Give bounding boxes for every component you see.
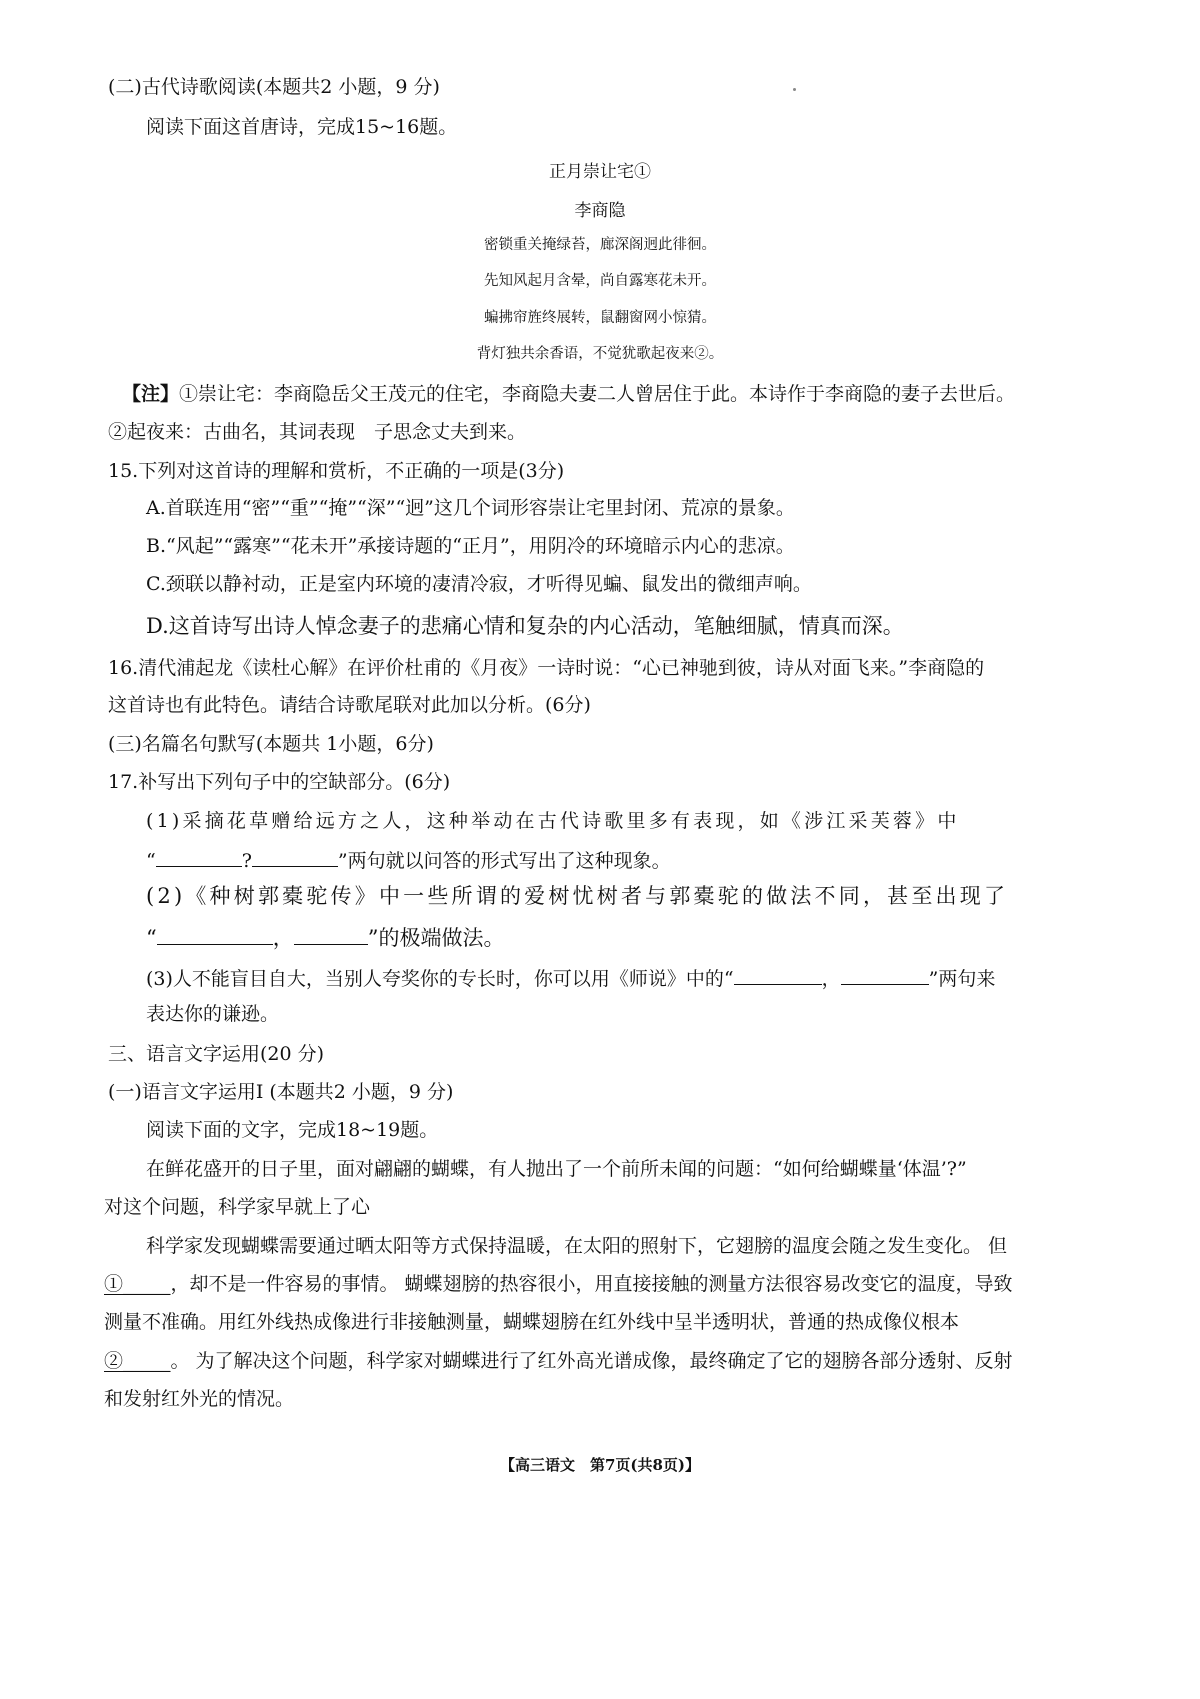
poem-line-4: 背灯独共余香语，不觉犹歌起夜来②。 xyxy=(476,346,724,362)
q16-line-1: 16.清代浦起龙《读杜心解》在评价杜甫的《月夜》一诗时说：“心已神驰到彼，诗从对面飞来。”李商隐的 xyxy=(108,657,985,679)
note-text-1: ①崇让宅：李商隐岳父王茂元的住宅，李商隐夫妻二人曾居住于此。本诗作于李商隐的妻子去世后。 xyxy=(179,383,1016,405)
note-line-1 xyxy=(122,381,1015,407)
poem-line-1: 密锁重关掩绿苔，廊深阁迥此徘徊。 xyxy=(484,237,716,253)
poem-title: 正月崇让宅① xyxy=(549,162,651,182)
section-heading-language: (一)语言文字运用Ⅰ (本题共2 小题，9 分) xyxy=(108,1081,454,1103)
q17-item2-line2: “ ， ”的极端做法。 xyxy=(146,922,505,952)
q15-option-c: C.颈联以静衬动，正是室内环境的凄清冷寂，才听得见蝙、鼠发出的微细声响。 xyxy=(146,573,812,595)
q17-item1-blank-b[interactable] xyxy=(252,846,338,867)
note-label: 【注】 xyxy=(122,383,180,405)
passage-blank-1[interactable]: ①_____ xyxy=(104,1273,171,1295)
q17-item3-blank-b[interactable] xyxy=(841,964,929,985)
passage-p2-line1: 科学家发现蝴蝶需要通过晒太阳等方式保持温暖，在太阳的照射下，它翅膀的温度会随之发生变化。 但 xyxy=(146,1235,1008,1257)
q17-item2-line1: (2)《种树郭橐驼传》中一些所谓的爱树忧树者与郭橐驼的做法不同，甚至出现了 xyxy=(146,884,1009,908)
passage-p2-line3: 测量不准确。用红外线热成像进行非接触测量，蝴蝶翅膀在红外线中呈半透明状，普通的热成像仪根本 xyxy=(104,1311,960,1333)
poem-author: 李商隐 xyxy=(574,201,626,221)
q16-line-2: 这首诗也有此特色。请结合诗歌尾联对此加以分析。(6分) xyxy=(108,694,591,716)
section-heading-recitation: (三)名篇名句默写(本题共 1小题，6分) xyxy=(108,733,434,755)
passage-p2-line4: ②_____。 为了解决这个问题，科学家对蝴蝶进行了红外高光谱成像，最终确定了它的翅膀各部分透射、反射 xyxy=(104,1350,1013,1372)
scan-speck xyxy=(793,88,796,91)
passage-p1-line2: 对这个问题，科学家早就上了心 xyxy=(104,1196,371,1218)
q17-item2-blank-a[interactable] xyxy=(157,922,273,945)
q17-item3-line2: 表达你的谦逊。 xyxy=(146,1003,280,1025)
note-line-2: ②起夜来：古曲名，其词表现 子思念丈夫到来。 xyxy=(108,421,527,443)
q17-item2-blank-b[interactable] xyxy=(294,922,368,945)
q17-item3-line1: (3)人不能盲目自大，当别人夸奖你的专长时，你可以用《师说》中的“ ， ”两句来 xyxy=(146,964,995,992)
q15-option-a: A.首联连用“密”“重”“掩”“深”“迥”这几个词形容崇让宅里封闭、荒凉的景象。 xyxy=(146,497,795,519)
part-three-heading: 三、语言文字运用(20 分) xyxy=(108,1043,325,1065)
page-footer: 【高三语文 第7页(共8页)】 xyxy=(499,1456,701,1474)
passage-blank-2[interactable]: ②_____ xyxy=(104,1350,171,1372)
q17-stem: 17.补写出下列句子中的空缺部分。(6分) xyxy=(108,771,451,793)
q17-item1-line2: “ ? ”两句就以问答的形式写出了这种现象。 xyxy=(146,846,671,874)
section-heading-poetry: (二)古代诗歌阅读(本题共2 小题，9 分) xyxy=(108,76,440,98)
q17-item3-blank-a[interactable] xyxy=(734,964,822,985)
q15-option-b: B.“风起”“露寒”“花未开”承接诗题的“正月”，用阴冷的环境暗示内心的悲凉。 xyxy=(146,535,795,557)
passage-p1-line1: 在鲜花盛开的日子里，面对翩翩的蝴蝶，有人抛出了一个前所未闻的问题：“如何给蝴蝶量‘体温’?” xyxy=(146,1158,967,1180)
q15-option-d: D.这首诗写出诗人悼念妻子的悲痛心情和复杂的内心活动，笔触细腻，情真而深。 xyxy=(146,614,904,638)
language-instruction: 阅读下面的文字，完成18~19题。 xyxy=(146,1119,439,1141)
poem-line-3: 蝙拂帘旌终展转，鼠翻窗网小惊猜。 xyxy=(484,310,716,326)
q17-item1-blank-a[interactable] xyxy=(156,846,242,867)
q17-item1-line1: (1)采摘花草赠给远方之人，这种举动在古代诗歌里多有表现，如《涉江采芙蓉》中 xyxy=(146,810,960,832)
q15-stem: 15.下列对这首诗的理解和赏析，不正确的一项是(3分) xyxy=(108,460,565,482)
poem-line-2: 先知风起月含晕，尚自露寒花未开。 xyxy=(484,273,716,289)
passage-p2-line5: 和发射红外光的情况。 xyxy=(104,1388,295,1410)
passage-p2-line2: ①_____，却不是一件容易的事情。 蝴蝶翅膀的热容很小，用直接接触的测量方法很容易改变它的温度，导致 xyxy=(104,1273,1013,1295)
poetry-instruction: 阅读下面这首唐诗，完成15~16题。 xyxy=(146,116,458,138)
